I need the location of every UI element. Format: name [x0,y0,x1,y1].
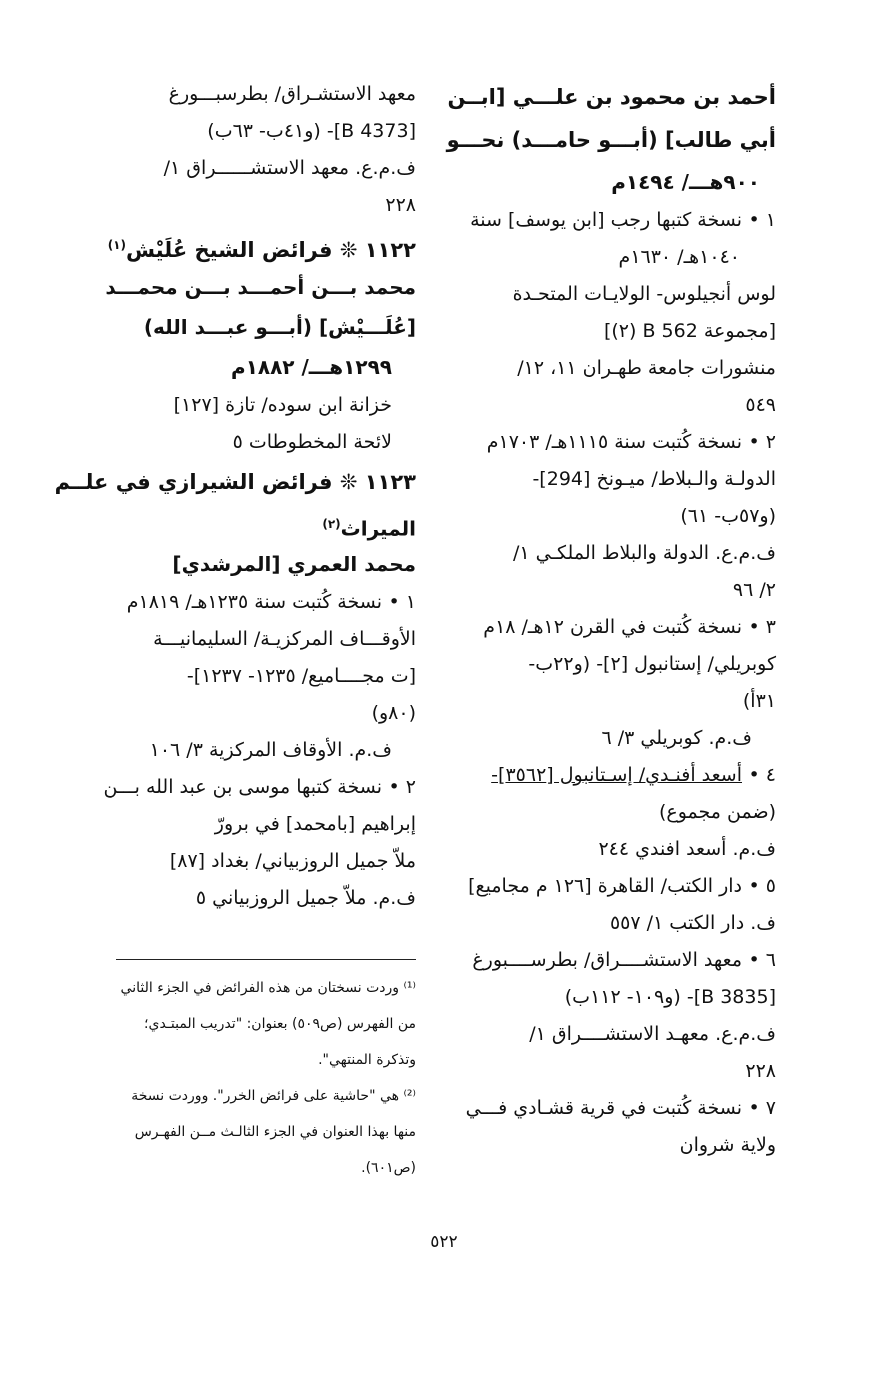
footnote-marker: (١) [107,238,126,252]
manuscript-entry-2 [96,769,416,806]
entry-reference: لوس أنجيلوس- الولايـات المتحـدة [512,283,776,305]
entry-reference: ٢٢٨ [745,1060,776,1082]
entry-text: (و٥٧ب- ٦١) [680,505,776,527]
entry-number: ٦ • [748,949,776,971]
manuscript-entry-3 [440,609,776,646]
entry-number: ١ • [748,209,776,231]
footnote-1-line: وتذكرة المنتهي". [318,1052,416,1068]
author-line: [عُلَـــيْش] (أبـــو عبـــد الله) [143,315,416,339]
manuscript-entry-1 [96,584,416,621]
entry-1123-title: ١١٢٣ ❊ فرائض الشيرازي في علــم [54,470,416,494]
entry-reference: ف.م. أسعد افندي ٢٤٤ [598,838,776,860]
entry-text: أسعد أفنـدي/ إسـتانبول [٣٥٦٢]- [491,764,742,786]
footnote-1-line: من الفهرس (ص٥٠٩) بعنوان: "تدريب المبتـدي؛ [144,1016,416,1032]
continued-entry-line: [B 4373]- (و٤١ب- ٦٣ب) [207,120,416,142]
entry-text: نسخة كُتبت سنة ١٢٣٥هـ/ ١٨١٩م [126,591,382,613]
author-heading-line: أحمد بن محمود بن علـــي [ابــن [447,85,776,109]
right-column [440,76,776,1164]
entry-number: ٢ • [388,776,416,798]
entry-number: ٥ • [748,875,776,897]
author-line: محمد بـــن أحمـــد بـــن محمـــد [105,275,416,299]
entry-text: ولاية شروان [679,1134,776,1156]
continued-entry-line: معهد الاستشـراق/ بطرسبـــورغ [168,83,416,105]
entry-text: خزانة ابن سوده/ تازة [١٢٧] [173,394,392,416]
entry-text: إبراهيم [بامحمد] في برورّ [214,813,416,835]
continued-entry-line: ٢٢٨ [385,194,416,216]
entry-reference: منشورات جامعة طهـران ١١، ١٢/ [517,357,776,379]
entry-text: كوبريلي/ إستانبول [٢]- (و٢٢ب- [528,653,776,675]
manuscript-entry-7 [440,1090,776,1127]
entry-text: دار الكتب/ القاهرة [١٢٦ م مجاميع] [468,875,742,897]
footnote-divider [116,959,416,960]
entry-text: ١٠٤٠هـ/ ١٦٣٠م [618,246,740,268]
entry-reference: ف.م. كوبريلي ٣/ ٦ [601,727,752,749]
entry-title-text: الميراث [340,516,416,541]
author-line: محمد العمري [المرشدي] [172,552,416,576]
manuscript-entry-2 [440,424,776,461]
entry-text: نسخة كتبها رجب [ابن يوسف] سنة [470,209,742,231]
footnotes [76,970,416,1186]
entry-text: معهد الاستشــــراق/ بطرســــبورغ [472,949,742,971]
author-heading-line: أبي طالب] (أبـــو حامـــد) نحـــو [446,128,776,152]
entry-reference: ف.م. الأوقاف المركزية ٣/ ١٠٦ [149,739,392,761]
entry-number: ٣ • [748,616,776,638]
entry-reference: [مجموعة B 562 (٢)] [603,320,776,342]
entry-reference: ف. دار الكتب ١/ ٥٥٧ [609,912,776,934]
footnote-2-line: (ص٦٠١). [361,1160,416,1176]
entry-reference: ٥٤٩ [745,394,776,416]
entry-number: ١ • [388,591,416,613]
manuscript-entry-4 [440,757,776,794]
entry-text: ملاّ جميل الروزبياني/ بغداد [٨٧] [169,850,416,872]
entry-reference: لائحة المخطوطات ٥ [232,431,392,453]
page-number: ٥٢٢ [430,1232,458,1252]
entry-text: (ضمن مجموع) [658,801,776,823]
entry-number: ٢ • [748,431,776,453]
entry-1122-title [96,224,416,267]
author-line: ١٢٩٩هـــ/ ١٨٨٢م [231,355,392,379]
entry-reference: ف.م.ع. الدولة والبلاط الملكـي ١/ [512,542,776,564]
entry-number: ٧ • [748,1097,776,1119]
footnote-1-line: ⁽¹⁾ وردت نسختان من هذه الفرائض في الجزء الثاني [120,980,416,996]
entry-text: الأوقـــاف المركزيـة/ السليمانيـــة [153,628,416,650]
entry-text: نسخة كُتبت في قرية قشـادي فـــي [465,1097,742,1119]
author-heading-line: ٩٠٠هـــ/ ١٤٩٤م [611,170,760,194]
manuscript-entry-1 [440,202,776,239]
entry-reference: ٢/ ٩٦ [732,579,776,601]
entry-title-text: ١١٢٢ ❊ فرائض الشيخ عُلَيْش [125,238,416,262]
left-column [54,76,416,917]
entry-text: نسخة كُتبت في القرن ١٢هـ/ ١٨م [483,616,742,638]
entry-reference: ف.م.ع. معهـد الاستشــــراق ١/ [529,1023,776,1045]
footnote-2-line: ⁽²⁾ هي "حاشية على فرائض الخرر". ووردت نسخة [131,1088,416,1104]
entry-number: ٤ • [748,764,776,786]
entry-text: [B 3835]- (و١٠٩- ١١٢ب) [564,986,776,1008]
entry-text: ٣١أ) [742,690,776,712]
entry-reference: ف.م. ملاّ جميل الروزبياني ٥ [195,887,416,909]
entry-text: [ت مجــــاميع/ ١٢٣٥- ١٢٣٧]- [186,665,416,687]
entry-text: نسخة كتبها موسى بن عبد الله بـــن [103,776,382,798]
entry-text: الدولـة والـبلاط/ ميـونخ [294]- [532,468,776,490]
entry-text: (٨٠و) [371,702,416,724]
manuscript-entry-5 [440,868,776,905]
footnote-marker: (٢) [322,517,341,531]
manuscript-entry-6 [440,942,776,979]
continued-entry-line: ف.م.ع. معهد الاستشــــــراق ١/ [163,157,416,179]
footnote-2-line: منها بهذا العنوان في الجزء الثالـث مــن الفهـرس [134,1124,416,1140]
entry-1123-title-cont [96,504,416,544]
entry-text: نسخة كُتبت سنة ١١١٥هـ/ ١٧٠٣م [486,431,742,453]
